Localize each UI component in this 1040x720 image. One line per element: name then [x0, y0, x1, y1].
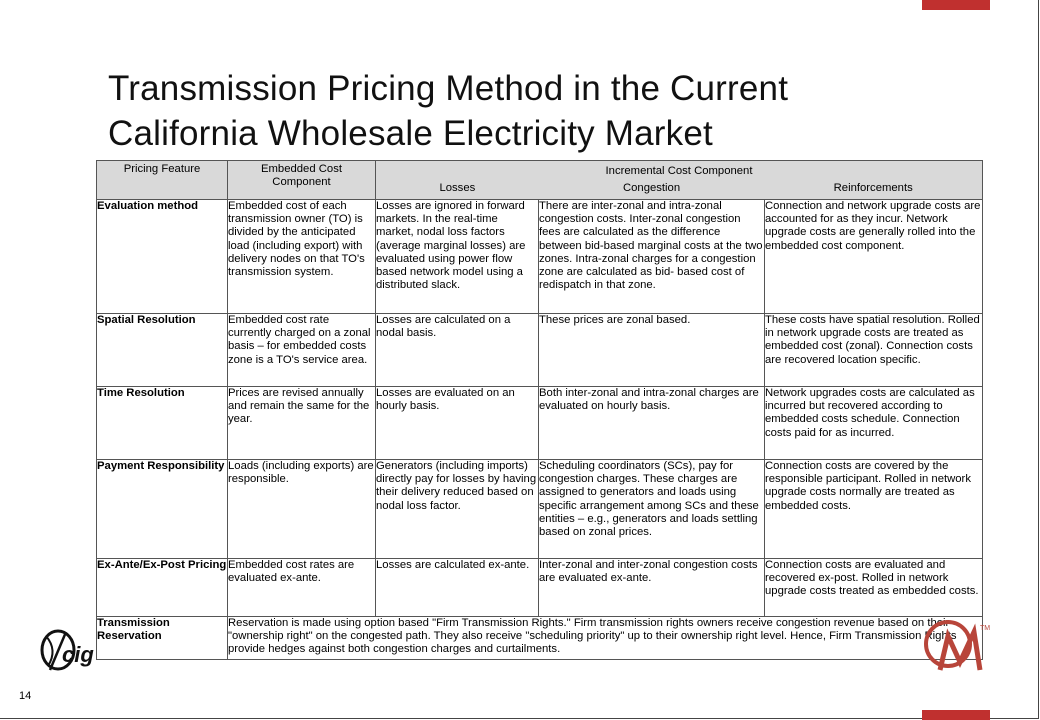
reservation-text: Reservation is made using option based "Firm Transmission Rights." Firm transmission rights owners receive congestion revenue based on their "ownership right" on the congested path. They also receive "scheduling priority" up to their ownership right level. Hence, Firm Transmission Rights provide hedges against both congestion charges and curtailments.: [228, 617, 983, 660]
row-losses: Generators (including imports) directly pay for losses by having their delivery reduced based on nodal loss factor.: [376, 460, 539, 559]
row-congestion: Both inter-zonal and intra-zonal charges are evaluated on hourly basis.: [539, 387, 765, 460]
header-congestion: Congestion: [622, 182, 681, 194]
row-embedded: Loads (including exports) are responsible.: [228, 460, 376, 559]
row-losses: Losses are calculated ex-ante.: [376, 559, 539, 617]
table-row: [97, 559, 983, 617]
row-embedded: Embedded cost of each transmission owner (TO) is divided by the anticipated load (including export) with delivery nodes on that TO's transmission system.: [228, 200, 376, 314]
slide-title: [108, 66, 928, 156]
bottom-accent-bar: [922, 710, 990, 720]
row-congestion: These prices are zonal based.: [539, 314, 765, 387]
row-feature: Time Resolution: [97, 387, 228, 460]
row-feature: Evaluation method: [97, 200, 228, 314]
row-feature: Transmission Reservation: [97, 617, 228, 660]
row-congestion: Inter-zonal and inter-zonal congestion costs are evaluated ex-ante.: [539, 559, 765, 617]
header-embedded-cost-label: Embedded Cost Component: [260, 163, 342, 189]
row-feature: Payment Responsibility: [97, 460, 228, 559]
row-losses: Losses are calculated on a nodal basis.: [376, 314, 539, 387]
company-logo-right: [918, 610, 998, 680]
header-pricing-feature-label: Pricing Feature: [123, 163, 201, 175]
header-pricing-feature: [97, 161, 228, 200]
header-embedded-cost: [228, 161, 376, 200]
table-row: [97, 460, 983, 559]
header-incremental-label: Incremental Cost Component: [605, 165, 753, 177]
row-embedded: Embedded cost rates are evaluated ex-ante.: [228, 559, 376, 617]
header-incremental-cost: [376, 161, 983, 200]
row-embedded: Prices are revised annually and remain the same for the year.: [228, 387, 376, 460]
logo-left-text: cig: [62, 642, 94, 667]
row-congestion: Scheduling coordinators (SCs), pay for congestion charges. These charges are assigned to generators and loads using specific arrangement among SCs and these entities – e.g., generators and loads settling based on zonal prices.: [539, 460, 765, 559]
title-line-1: Transmission Pricing Method in the Current: [108, 69, 789, 108]
table-row-reservation: [97, 617, 983, 660]
row-embedded: Embedded cost rate currently charged on a zonal basis – for embedded costs zone is a TO's service area.: [228, 314, 376, 387]
title-line-2: California Wholesale Electricity Market: [108, 114, 713, 153]
row-congestion: There are inter-zonal and intra-zonal congestion costs. Inter-zonal congestion fees are calculated as the difference between bid-based marginal costs at the two zones. Intra-zonal charges for a congestion zone are calculated as bid- based cost of redispatch in that zone.: [539, 200, 765, 314]
row-losses: Losses are ignored in forward markets. In the real-time market, nodal loss factors (average marginal losses) are evaluated using power flow based network model using a distributed slack.: [376, 200, 539, 314]
row-losses: Losses are evaluated on an hourly basis.: [376, 387, 539, 460]
table-row: [97, 387, 983, 460]
row-feature: Spatial Resolution: [97, 314, 228, 387]
company-logo-left: [36, 626, 106, 674]
row-reinforcements: Network upgrades costs are calculated as incurred but recovered according to embedded costs schedule. Connection costs paid for as incurred.: [765, 387, 983, 460]
table-row: [97, 200, 983, 314]
row-reinforcements: These costs have spatial resolution. Rolled in network upgrade costs are treated as embedded cost (zonal). Connection costs are recovered location specific.: [765, 314, 983, 387]
page-number: 14: [19, 690, 32, 702]
header-reinforcements: Reinforcements: [833, 182, 913, 194]
row-feature: Ex-Ante/Ex-Post Pricing: [97, 559, 228, 617]
table-header-row: [97, 161, 983, 200]
table-row: [97, 314, 983, 387]
logo-tm: TM: [980, 625, 991, 632]
header-losses: Losses: [439, 182, 476, 194]
row-reinforcements: Connection and network upgrade costs are accounted for as they incur. Network upgrade costs are generally rolled into the embedded cost component.: [765, 200, 983, 314]
row-reinforcements: Connection costs are evaluated and recovered ex-post. Rolled in network upgrade costs treated as embedded costs.: [765, 559, 983, 617]
row-reinforcements: Connection costs are covered by the responsible participant. Rolled in network upgrade costs normally are treated as embedded costs.: [765, 460, 983, 559]
top-accent-bar: [922, 0, 990, 10]
pricing-table: [96, 160, 983, 660]
